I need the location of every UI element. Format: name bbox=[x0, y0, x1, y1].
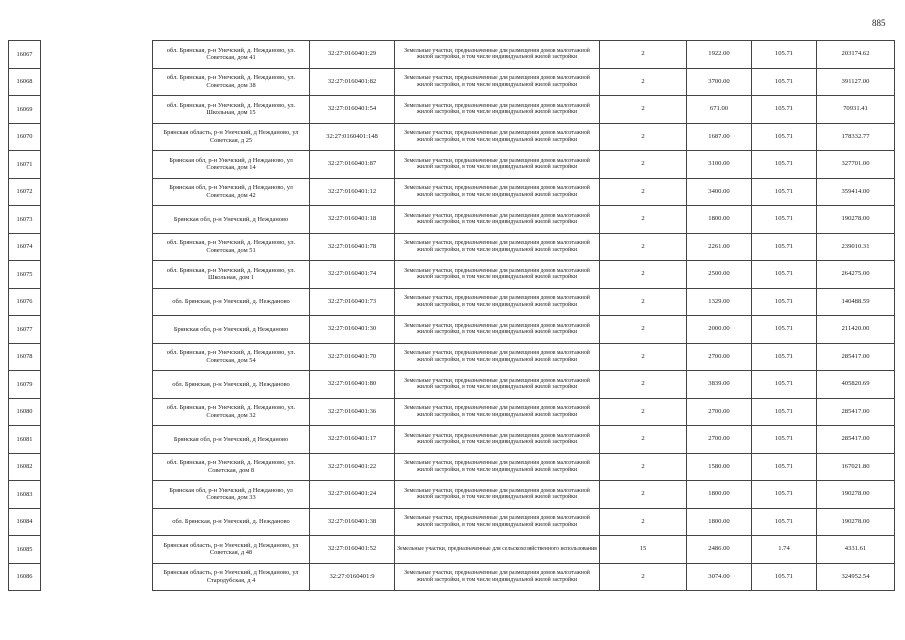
row-gap bbox=[41, 288, 153, 316]
row-cadastral-value: 285417.00 bbox=[817, 398, 895, 426]
row-gap bbox=[41, 426, 153, 454]
row-rate: 105.71 bbox=[752, 151, 817, 179]
row-gap bbox=[41, 563, 153, 591]
row-cadastral-value: 285417.00 bbox=[817, 343, 895, 371]
row-id: 16073 bbox=[9, 206, 41, 234]
row-cadastral-value: 285417.00 bbox=[817, 426, 895, 454]
row-rate: 105.71 bbox=[752, 288, 817, 316]
row-group: 2 bbox=[600, 481, 687, 509]
row-id: 16069 bbox=[9, 96, 41, 124]
row-land-purpose: Земельные участки, предназначенные для размещения домов малоэтажной жилой застройки, в том числе индивидуальной жилой застройки bbox=[395, 426, 600, 454]
row-address: обл. Брянская, р-н Унечский, д. Нежданово bbox=[153, 288, 310, 316]
row-land-purpose: Земельные участки, предназначенные для размещения домов малоэтажной жилой застройки, в том числе индивидуальной жилой застройки bbox=[395, 343, 600, 371]
row-rate: 105.71 bbox=[752, 68, 817, 96]
row-land-purpose: Земельные участки, предназначенные для размещения домов малоэтажной жилой застройки, в том числе индивидуальной жилой застройки bbox=[395, 151, 600, 179]
row-cadastral-number: 32:27:0160401:30 bbox=[310, 316, 395, 344]
row-gap bbox=[41, 508, 153, 536]
row-cadastral-value: 70931.41 bbox=[817, 96, 895, 124]
table-row bbox=[9, 371, 895, 399]
row-rate: 1.74 bbox=[752, 536, 817, 564]
row-cadastral-value: 4331.61 bbox=[817, 536, 895, 564]
row-gap bbox=[41, 316, 153, 344]
row-cadastral-number: 32:27:0160401:38 bbox=[310, 508, 395, 536]
table-row bbox=[9, 398, 895, 426]
row-id: 16075 bbox=[9, 261, 41, 289]
row-group: 2 bbox=[600, 343, 687, 371]
row-address: Брянская обл, р-н Унечский, д Нежданово bbox=[153, 316, 310, 344]
row-group: 2 bbox=[600, 371, 687, 399]
row-cadastral-number: 32:27:0160401:70 bbox=[310, 343, 395, 371]
row-gap bbox=[41, 233, 153, 261]
row-rate: 105.71 bbox=[752, 178, 817, 206]
row-cadastral-value: 324952.54 bbox=[817, 563, 895, 591]
row-id: 16083 bbox=[9, 481, 41, 509]
row-land-purpose: Земельные участки, предназначенные для сельскохозяйственного использования bbox=[395, 536, 600, 564]
row-area: 671.00 bbox=[687, 96, 752, 124]
row-address: Брянская область, р-н Унечский, д Нежданово, ул Советская, д 48 bbox=[153, 536, 310, 564]
row-gap bbox=[41, 68, 153, 96]
row-cadastral-value: 359414.00 bbox=[817, 178, 895, 206]
row-address: обл. Брянская, р-н Унечский, д. Нежданово, ул. Советская, дом 41 bbox=[153, 41, 310, 69]
row-land-purpose: Земельные участки, предназначенные для размещения домов малоэтажной жилой застройки, в том числе индивидуальной жилой застройки bbox=[395, 96, 600, 124]
row-id: 16070 bbox=[9, 123, 41, 151]
row-area: 3400.00 bbox=[687, 178, 752, 206]
row-gap bbox=[41, 178, 153, 206]
row-land-purpose: Земельные участки, предназначенные для размещения домов малоэтажной жилой застройки, в том числе индивидуальной жилой застройки bbox=[395, 398, 600, 426]
row-area: 2500.00 bbox=[687, 261, 752, 289]
row-rate: 105.71 bbox=[752, 41, 817, 69]
row-rate: 105.71 bbox=[752, 316, 817, 344]
row-cadastral-value: 391127.00 bbox=[817, 68, 895, 96]
row-cadastral-value: 178332.77 bbox=[817, 123, 895, 151]
row-rate: 105.71 bbox=[752, 261, 817, 289]
row-id: 16084 bbox=[9, 508, 41, 536]
row-group: 2 bbox=[600, 508, 687, 536]
table-row bbox=[9, 426, 895, 454]
row-cadastral-value: 327701.00 bbox=[817, 151, 895, 179]
row-group: 2 bbox=[600, 96, 687, 124]
row-address: обл. Брянская, р-н Унечский, д. Нежданово bbox=[153, 508, 310, 536]
row-rate: 105.71 bbox=[752, 206, 817, 234]
row-rate: 105.71 bbox=[752, 96, 817, 124]
table-row bbox=[9, 123, 895, 151]
row-cadastral-number: 32:27:0160401:73 bbox=[310, 288, 395, 316]
row-land-purpose: Земельные участки, предназначенные для размещения домов малоэтажной жилой застройки, в том числе индивидуальной жилой застройки bbox=[395, 123, 600, 151]
row-area: 3839.00 bbox=[687, 371, 752, 399]
row-area: 1800.00 bbox=[687, 481, 752, 509]
row-area: 2000.00 bbox=[687, 316, 752, 344]
row-gap bbox=[41, 453, 153, 481]
table-row bbox=[9, 508, 895, 536]
row-land-purpose: Земельные участки, предназначенные для размещения домов малоэтажной жилой застройки, в том числе индивидуальной жилой застройки bbox=[395, 206, 600, 234]
row-cadastral-number: 32:27:0160401:29 bbox=[310, 41, 395, 69]
row-cadastral-number: 32:27:0160401:78 bbox=[310, 233, 395, 261]
table-row bbox=[9, 151, 895, 179]
row-group: 2 bbox=[600, 453, 687, 481]
row-gap bbox=[41, 536, 153, 564]
row-rate: 105.71 bbox=[752, 233, 817, 261]
row-gap bbox=[41, 151, 153, 179]
row-id: 16082 bbox=[9, 453, 41, 481]
row-area: 1922.00 bbox=[687, 41, 752, 69]
row-area: 1687.00 bbox=[687, 123, 752, 151]
row-cadastral-value: 203174.62 bbox=[817, 41, 895, 69]
row-cadastral-number: 32:27:0160401:80 bbox=[310, 371, 395, 399]
row-cadastral-number: 32:27:0160401:24 bbox=[310, 481, 395, 509]
row-cadastral-number: 32:27:0160401:87 bbox=[310, 151, 395, 179]
row-rate: 105.71 bbox=[752, 481, 817, 509]
row-area: 3074.00 bbox=[687, 563, 752, 591]
row-area: 3700.00 bbox=[687, 68, 752, 96]
row-address: обл. Брянская, р-н Унечский, д. Нежданово, ул. Советская, дом 51 bbox=[153, 233, 310, 261]
row-gap bbox=[41, 96, 153, 124]
table-row bbox=[9, 178, 895, 206]
row-id: 16085 bbox=[9, 536, 41, 564]
row-cadastral-value: 211420.00 bbox=[817, 316, 895, 344]
table-row bbox=[9, 481, 895, 509]
row-id: 16077 bbox=[9, 316, 41, 344]
row-cadastral-number: 32:27:0160401:36 bbox=[310, 398, 395, 426]
row-rate: 105.71 bbox=[752, 343, 817, 371]
row-gap bbox=[41, 371, 153, 399]
row-cadastral-value: 405820.69 bbox=[817, 371, 895, 399]
row-cadastral-value: 190278.00 bbox=[817, 206, 895, 234]
table-row bbox=[9, 41, 895, 69]
row-land-purpose: Земельные участки, предназначенные для размещения домов малоэтажной жилой застройки, в том числе индивидуальной жилой застройки bbox=[395, 563, 600, 591]
table-row bbox=[9, 233, 895, 261]
row-address: Брянская обл, р-н Унечский, д Нежданово, ул Советская, дом 42 bbox=[153, 178, 310, 206]
table-row bbox=[9, 536, 895, 564]
row-cadastral-number: 32:27:0160401:12 bbox=[310, 178, 395, 206]
row-id: 16072 bbox=[9, 178, 41, 206]
row-gap bbox=[41, 343, 153, 371]
row-rate: 105.71 bbox=[752, 453, 817, 481]
row-area: 2700.00 bbox=[687, 343, 752, 371]
row-area: 3100.00 bbox=[687, 151, 752, 179]
row-id: 16076 bbox=[9, 288, 41, 316]
row-group: 2 bbox=[600, 151, 687, 179]
row-group: 2 bbox=[600, 206, 687, 234]
row-address: Брянская область, р-н Унечский, д Нежданово, ул Советская, д 25 bbox=[153, 123, 310, 151]
table-row bbox=[9, 563, 895, 591]
row-area: 1800.00 bbox=[687, 206, 752, 234]
row-address: обл. Брянская, р-н Унечский, д. Нежданово, ул. Советская, дом 54 bbox=[153, 343, 310, 371]
land-registry-table bbox=[8, 40, 895, 591]
row-address: Брянская обл, р-н Унечский, д Нежданово, ул Советская, дом 14 bbox=[153, 151, 310, 179]
row-rate: 105.71 bbox=[752, 398, 817, 426]
row-land-purpose: Земельные участки, предназначенные для размещения домов малоэтажной жилой застройки, в том числе индивидуальной жилой застройки bbox=[395, 261, 600, 289]
row-address: обл. Брянская, р-н Унечский, д. Нежданово, ул. Школьная, дом 15 bbox=[153, 96, 310, 124]
row-area: 1329.00 bbox=[687, 288, 752, 316]
row-cadastral-number: 32:27:0160401:52 bbox=[310, 536, 395, 564]
row-land-purpose: Земельные участки, предназначенные для размещения домов малоэтажной жилой застройки, в том числе индивидуальной жилой застройки bbox=[395, 288, 600, 316]
row-area: 2486.00 bbox=[687, 536, 752, 564]
row-cadastral-value: 190278.00 bbox=[817, 481, 895, 509]
row-group: 2 bbox=[600, 123, 687, 151]
row-area: 2700.00 bbox=[687, 426, 752, 454]
row-address: обл. Брянская, р-н Унечский, д. Нежданово bbox=[153, 371, 310, 399]
row-rate: 105.71 bbox=[752, 123, 817, 151]
row-land-purpose: Земельные участки, предназначенные для размещения домов малоэтажной жилой застройки, в том числе индивидуальной жилой застройки bbox=[395, 178, 600, 206]
row-land-purpose: Земельные участки, предназначенные для размещения домов малоэтажной жилой застройки, в том числе индивидуальной жилой застройки bbox=[395, 508, 600, 536]
page-number: 885 bbox=[872, 18, 886, 28]
row-area: 1580.00 bbox=[687, 453, 752, 481]
row-group: 2 bbox=[600, 261, 687, 289]
row-area: 2700.00 bbox=[687, 398, 752, 426]
row-rate: 105.71 bbox=[752, 563, 817, 591]
row-address: обл. Брянская, р-н Унечский, д. Нежданово, ул. Школьная, дом 1 bbox=[153, 261, 310, 289]
row-area: 1800.00 bbox=[687, 508, 752, 536]
row-group: 2 bbox=[600, 316, 687, 344]
row-id: 16074 bbox=[9, 233, 41, 261]
row-group: 2 bbox=[600, 41, 687, 69]
row-id: 16081 bbox=[9, 426, 41, 454]
row-address: обл. Брянская, р-н Унечский, д. Нежданово, ул. Советская, дом 32 bbox=[153, 398, 310, 426]
row-cadastral-value: 140488.59 bbox=[817, 288, 895, 316]
row-gap bbox=[41, 123, 153, 151]
row-group: 2 bbox=[600, 233, 687, 261]
row-id: 16086 bbox=[9, 563, 41, 591]
table-row bbox=[9, 453, 895, 481]
row-address: обл. Брянская, р-н Унечский, д. Нежданово, ул. Советская, дом 38 bbox=[153, 68, 310, 96]
row-group: 2 bbox=[600, 288, 687, 316]
row-cadastral-value: 167021.80 bbox=[817, 453, 895, 481]
row-id: 16078 bbox=[9, 343, 41, 371]
table-row bbox=[9, 96, 895, 124]
row-group: 2 bbox=[600, 398, 687, 426]
row-cadastral-number: 32:27:0160401:148 bbox=[310, 123, 395, 151]
row-gap bbox=[41, 398, 153, 426]
row-group: 2 bbox=[600, 68, 687, 96]
row-group: 2 bbox=[600, 563, 687, 591]
row-cadastral-value: 239010.31 bbox=[817, 233, 895, 261]
row-cadastral-number: 32:27:0160401:9 bbox=[310, 563, 395, 591]
row-land-purpose: Земельные участки, предназначенные для размещения домов малоэтажной жилой застройки, в том числе индивидуальной жилой застройки bbox=[395, 316, 600, 344]
row-id: 16080 bbox=[9, 398, 41, 426]
row-land-purpose: Земельные участки, предназначенные для размещения домов малоэтажной жилой застройки, в том числе индивидуальной жилой застройки bbox=[395, 481, 600, 509]
row-address: Брянская обл, р-н Унечский, д Нежданово bbox=[153, 426, 310, 454]
row-land-purpose: Земельные участки, предназначенные для размещения домов малоэтажной жилой застройки, в том числе индивидуальной жилой застройки bbox=[395, 233, 600, 261]
row-address: Брянская обл, р-н Унечский, д Нежданово, ул Советская, дом 33 bbox=[153, 481, 310, 509]
row-id: 16071 bbox=[9, 151, 41, 179]
row-group: 2 bbox=[600, 426, 687, 454]
row-land-purpose: Земельные участки, предназначенные для размещения домов малоэтажной жилой застройки, в том числе индивидуальной жилой застройки bbox=[395, 68, 600, 96]
row-gap bbox=[41, 206, 153, 234]
row-cadastral-number: 32:27:0160401:54 bbox=[310, 96, 395, 124]
row-id: 16067 bbox=[9, 41, 41, 69]
row-cadastral-number: 32:27:0160401:74 bbox=[310, 261, 395, 289]
row-address: Брянская обл, р-н Унечский, д Нежданово bbox=[153, 206, 310, 234]
table-row bbox=[9, 288, 895, 316]
row-address: Брянская область, р-н Унечский, д Нежданово, ул Стародубская, д 4 bbox=[153, 563, 310, 591]
row-gap bbox=[41, 41, 153, 69]
row-group: 15 bbox=[600, 536, 687, 564]
table-row bbox=[9, 68, 895, 96]
row-rate: 105.71 bbox=[752, 426, 817, 454]
row-gap bbox=[41, 481, 153, 509]
table-row bbox=[9, 261, 895, 289]
row-land-purpose: Земельные участки, предназначенные для размещения домов малоэтажной жилой застройки, в том числе индивидуальной жилой застройки bbox=[395, 41, 600, 69]
table-row bbox=[9, 316, 895, 344]
row-rate: 105.71 bbox=[752, 371, 817, 399]
row-cadastral-value: 264275.00 bbox=[817, 261, 895, 289]
row-rate: 105.71 bbox=[752, 508, 817, 536]
row-cadastral-number: 32:27:0160401:22 bbox=[310, 453, 395, 481]
row-land-purpose: Земельные участки, предназначенные для размещения домов малоэтажной жилой застройки, в том числе индивидуальной жилой застройки bbox=[395, 371, 600, 399]
row-cadastral-number: 32:27:0160401:18 bbox=[310, 206, 395, 234]
row-land-purpose: Земельные участки, предназначенные для размещения домов малоэтажной жилой застройки, в том числе индивидуальной жилой застройки bbox=[395, 453, 600, 481]
row-cadastral-value: 190278.00 bbox=[817, 508, 895, 536]
table-row bbox=[9, 343, 895, 371]
row-gap bbox=[41, 261, 153, 289]
table-row bbox=[9, 206, 895, 234]
row-cadastral-number: 32:27:0160401:17 bbox=[310, 426, 395, 454]
row-id: 16068 bbox=[9, 68, 41, 96]
row-cadastral-number: 32:27:0160401:82 bbox=[310, 68, 395, 96]
row-group: 2 bbox=[600, 178, 687, 206]
row-address: обл. Брянская, р-н Унечский, д. Нежданово, ул. Советская, дом 8 bbox=[153, 453, 310, 481]
row-id: 16079 bbox=[9, 371, 41, 399]
row-area: 2261.00 bbox=[687, 233, 752, 261]
